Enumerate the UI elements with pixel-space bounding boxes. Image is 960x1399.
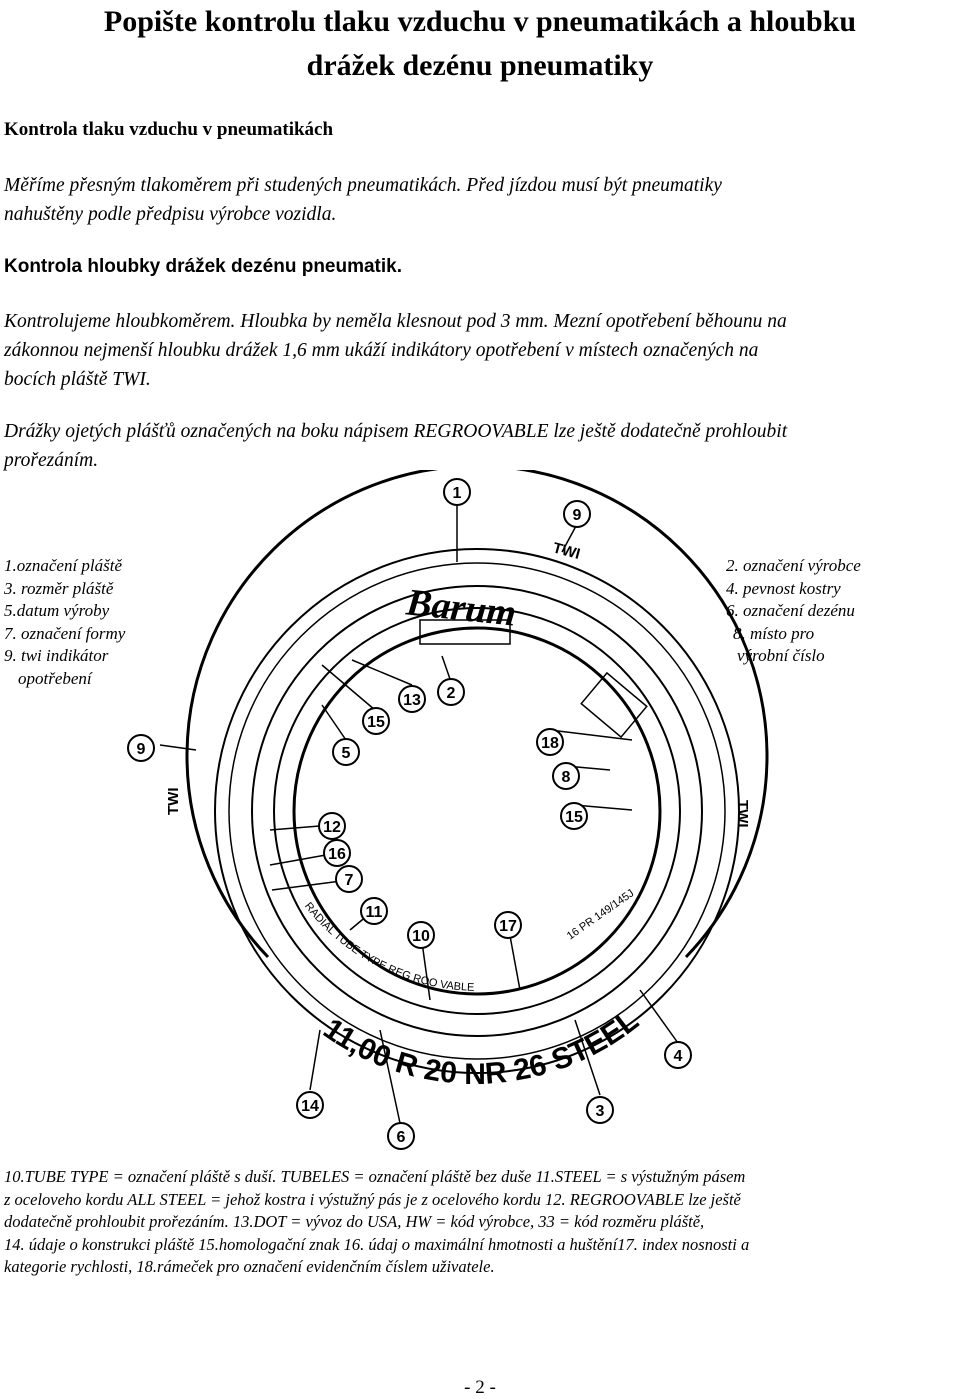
svg-text:5: 5 bbox=[341, 745, 351, 762]
tire-ring-3 bbox=[252, 586, 702, 1036]
callout-1 bbox=[444, 479, 470, 505]
section-heading-pressure: Kontrola tlaku vzduchu v pneumatikách bbox=[4, 119, 334, 140]
svg-text:17: 17 bbox=[499, 918, 517, 935]
callout-12 bbox=[361, 898, 387, 924]
svg-text:10: 10 bbox=[412, 928, 430, 945]
callout-5 bbox=[333, 739, 359, 765]
depth-text-line-3: bocích pláště TWI. bbox=[4, 369, 151, 390]
callout-8 bbox=[553, 763, 579, 789]
brand-logo: Barum bbox=[404, 581, 519, 635]
footnote bbox=[4, 1166, 956, 1279]
svg-text:9: 9 bbox=[572, 507, 582, 524]
callout-3 bbox=[587, 1097, 613, 1123]
regroove-text-line-2: prořezáním. bbox=[4, 450, 99, 471]
legend-right-item: 4. pevnost kostry bbox=[726, 578, 841, 598]
callout-15-left bbox=[363, 708, 389, 734]
depth-text-line-2: zákonnou nejmenší hloubku drážek 1,6 mm ukáží indikátory opotřebení v místech označených na bbox=[4, 340, 759, 361]
svg-text:14: 14 bbox=[301, 1098, 319, 1115]
callout-10 bbox=[408, 922, 434, 948]
legend-right-item: výrobní číslo bbox=[737, 646, 825, 665]
svg-text:15: 15 bbox=[367, 714, 385, 731]
callout-9-top bbox=[564, 501, 590, 527]
svg-text:16: 16 bbox=[328, 846, 346, 863]
svg-text:15: 15 bbox=[565, 809, 583, 826]
legend-left-item: 5.datum výroby bbox=[4, 601, 110, 620]
svg-text:8: 8 bbox=[561, 769, 571, 786]
title-line-1: Popište kontrolu tlaku vzduchu v pneumatikách a hloubku bbox=[103, 5, 857, 38]
footnote-line-5: kategorie rychlosti, 18.rámeček pro označení evidenčním číslem uživatele. bbox=[4, 1257, 495, 1276]
legend-left-item: 9. twi indikátor bbox=[4, 646, 109, 665]
callout-6 bbox=[388, 1123, 414, 1149]
svg-text:3: 3 bbox=[595, 1103, 605, 1120]
regroove-paragraph bbox=[4, 417, 960, 475]
callout-4 bbox=[665, 1042, 691, 1068]
footnote-line-4: 14. údaje o konstrukci pláště 15.homologační znak 16. údaj o maximální hmotnosti a huštění17. index nosnosti a bbox=[4, 1234, 750, 1254]
callout-11 bbox=[297, 1092, 323, 1118]
legend-left-item: opotřebení bbox=[18, 668, 92, 688]
callout-2 bbox=[438, 679, 464, 705]
page-number: - 2 - bbox=[464, 1377, 496, 1398]
legend-left-item: 3. rozměr pláště bbox=[4, 578, 114, 598]
footnote-line-1: 10.TUBE TYPE = označení pláště s duší. TUBELES = označení pláště bez duše 11.STEEL = s výstužným pásem bbox=[4, 1167, 746, 1186]
legend-left-item: 7. označení formy bbox=[4, 623, 126, 643]
title-line-2: drážek dezénu pneumatiky bbox=[306, 49, 654, 82]
ply-marking: 16 PR 149/145J bbox=[564, 887, 637, 943]
depth-text-line-1: Kontrolujeme hloubkoměrem. Hloubka by neměla klesnout pod 3 mm. Mezní opotřebení běhounu na bbox=[4, 311, 787, 332]
page-title bbox=[0, 0, 960, 88]
tire-ring-4 bbox=[274, 608, 680, 1014]
callout-18 bbox=[537, 729, 563, 755]
legend-left-item: 1.označení pláště bbox=[4, 556, 123, 575]
tube-marking: RADIAL TUBE TYPE REG ROO VABLE bbox=[302, 900, 475, 994]
legend-left bbox=[4, 555, 125, 690]
section-heading-depth: Kontrola hloubky drážek dezénu pneumatik. bbox=[4, 256, 403, 277]
svg-text:1: 1 bbox=[452, 485, 462, 502]
svg-text:4: 4 bbox=[673, 1048, 683, 1065]
twi-mark-right: TWI bbox=[734, 800, 751, 828]
svg-text:7: 7 bbox=[344, 872, 354, 889]
footnote-line-3: dodatečně prohloubit prořezáním. 13.DOT = vývoz do USA, HW = kód výrobce, 33 = kód rozměru pláště, bbox=[4, 1212, 705, 1231]
callout-7 bbox=[336, 866, 362, 892]
svg-text:18: 18 bbox=[541, 735, 559, 752]
depth-paragraph bbox=[4, 307, 960, 394]
pressure-text-line-2: nahuštěny podle předpisu výrobce vozidla. bbox=[4, 204, 337, 225]
svg-text:11: 11 bbox=[365, 904, 383, 921]
footnote-line-2: z oceloveho kordu ALL STEEL = jehož kostra i výstužný pás je z ocelového kordu 12. REGROOVABLE lze ještě bbox=[4, 1189, 741, 1209]
pressure-text-line-1: Měříme přesným tlakoměrem při studených pneumatikách. Před jízdou musí být pneumatiky bbox=[4, 175, 722, 196]
tire-ring-2 bbox=[229, 563, 725, 1059]
legend-right-item: 8. místo pro bbox=[733, 623, 815, 643]
twi-mark-top: TWI bbox=[550, 539, 582, 563]
svg-text:9: 9 bbox=[136, 741, 146, 758]
legend-right-item: 2. označení výrobce bbox=[726, 556, 861, 575]
svg-text:13: 13 bbox=[403, 692, 421, 709]
callout-9-left bbox=[128, 735, 154, 761]
regroove-text-line-1: Drážky ojetých plášťů označených na boku nápisem REGROOVABLE lze ještě dodatečně prohloubit bbox=[4, 421, 788, 442]
callout-16 bbox=[324, 840, 350, 866]
legend-right bbox=[726, 555, 861, 668]
svg-text:12: 12 bbox=[323, 819, 341, 836]
serial-number-box bbox=[581, 673, 647, 737]
size-marking: 11,00 R 20 NR 26 STEEL bbox=[317, 1003, 645, 1091]
svg-text:6: 6 bbox=[396, 1129, 406, 1146]
svg-text:2: 2 bbox=[446, 685, 456, 702]
legend-right-item: 6. označení dezénu bbox=[726, 601, 855, 620]
twi-mark-left: TWI bbox=[165, 787, 182, 815]
pressure-paragraph bbox=[4, 171, 960, 229]
callout-14 bbox=[399, 686, 425, 712]
callout-15-right bbox=[561, 803, 587, 829]
callout-13 bbox=[319, 813, 345, 839]
callout-17 bbox=[495, 912, 521, 938]
